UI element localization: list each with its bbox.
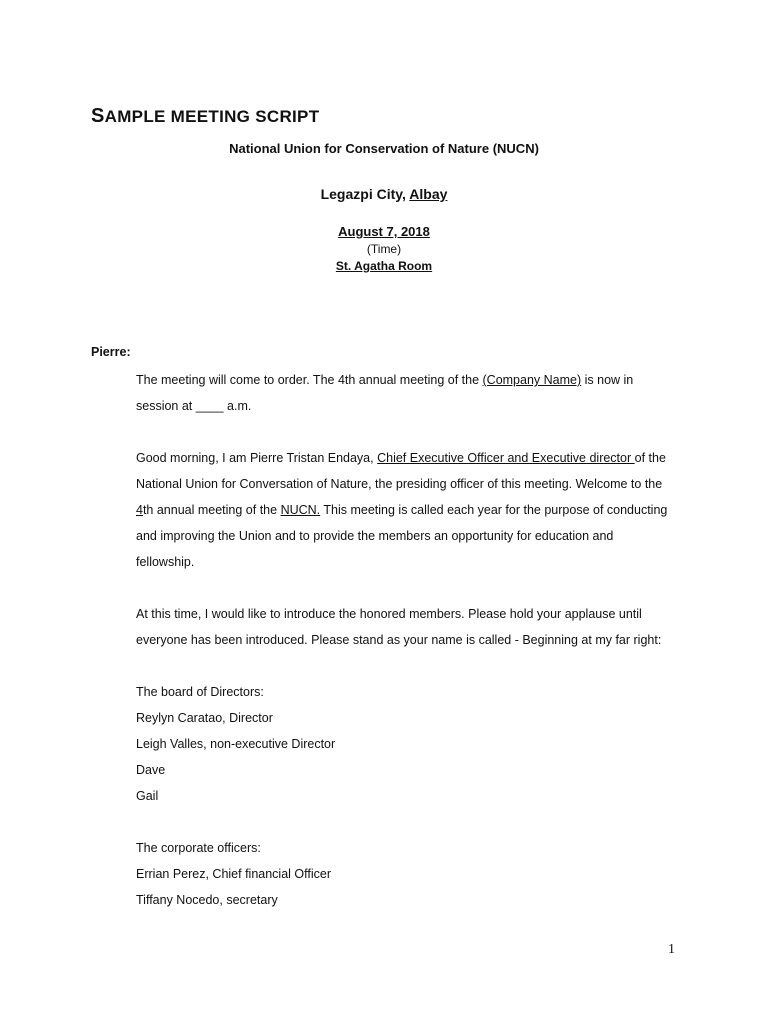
list-item: Gail: [136, 789, 159, 803]
text-segment: The meeting will come to order. The 4th annual meeting of the: [136, 373, 483, 387]
paragraph-line: At this time, I would like to introduce the honored members. Please hold your applause until: [136, 607, 642, 621]
list-item: Tiffany Nocedo, secretary: [136, 893, 278, 907]
page-number: 1: [668, 942, 675, 957]
text-segment: is now in: [581, 373, 634, 387]
company-name-placeholder: (Company Name): [482, 373, 582, 387]
paragraph-line: [136, 367, 696, 393]
ceo-title: Chief Executive Officer and Executive director: [377, 451, 635, 465]
list-heading: The board of Directors:: [136, 685, 264, 699]
paragraph-line: [136, 497, 696, 523]
speaker-label: Pierre:: [91, 345, 131, 359]
paragraph-line: everyone has been introduced. Please stand as your name is called - Beginning at my far right:: [136, 633, 662, 647]
province-name: Albay: [409, 186, 448, 202]
text-segment: th annual meeting of the: [142, 503, 281, 517]
city-name: Legazpi City,: [320, 186, 406, 202]
list-item: Dave: [136, 763, 166, 777]
text-segment: of the: [634, 451, 666, 465]
paragraph-welcome: [136, 445, 696, 575]
paragraph-call-to-order: [136, 367, 696, 419]
list-item: Errian Perez, Chief financial Officer: [136, 867, 331, 881]
meeting-date: [0, 224, 768, 239]
date-text: August 7, 2018: [338, 224, 430, 239]
room-text: St. Agatha Room: [335, 259, 433, 273]
corporate-officers-list: [136, 835, 696, 913]
ordinal-number: 4: [136, 503, 143, 517]
meeting-room: [0, 259, 768, 273]
meeting-time: (Time): [366, 242, 402, 256]
title-rest: AMPLE MEETING SCRIPT: [104, 107, 320, 126]
paragraph-line: fellowship.: [136, 555, 195, 569]
list-heading: The corporate officers:: [136, 841, 261, 855]
organization-name: National Union for Conservation of Nature (NUCN): [229, 141, 539, 156]
paragraph-line: session at ____ a.m.: [136, 399, 252, 413]
paragraph-introduction: [136, 601, 696, 653]
list-item: Reylyn Caratao, Director: [136, 711, 273, 725]
list-item: Leigh Valles, non-executive Director: [136, 737, 336, 751]
document-title: [91, 105, 319, 128]
location-line: [0, 186, 768, 202]
text-segment: This meeting is called each year for the purpose of conducting: [320, 503, 668, 517]
paragraph-line: [136, 445, 696, 471]
paragraph-line: National Union for Conversation of Nature, the presiding officer of this meeting. Welcome to the: [136, 477, 663, 491]
board-of-directors-list: [136, 679, 696, 809]
title-initial: S: [91, 105, 105, 127]
paragraph-line: and improving the Union and to provide the members an opportunity for education and: [136, 529, 614, 543]
nucn-abbreviation: NUCN.: [280, 503, 321, 517]
text-segment: Good morning, I am Pierre Tristan Endaya,: [136, 451, 378, 465]
